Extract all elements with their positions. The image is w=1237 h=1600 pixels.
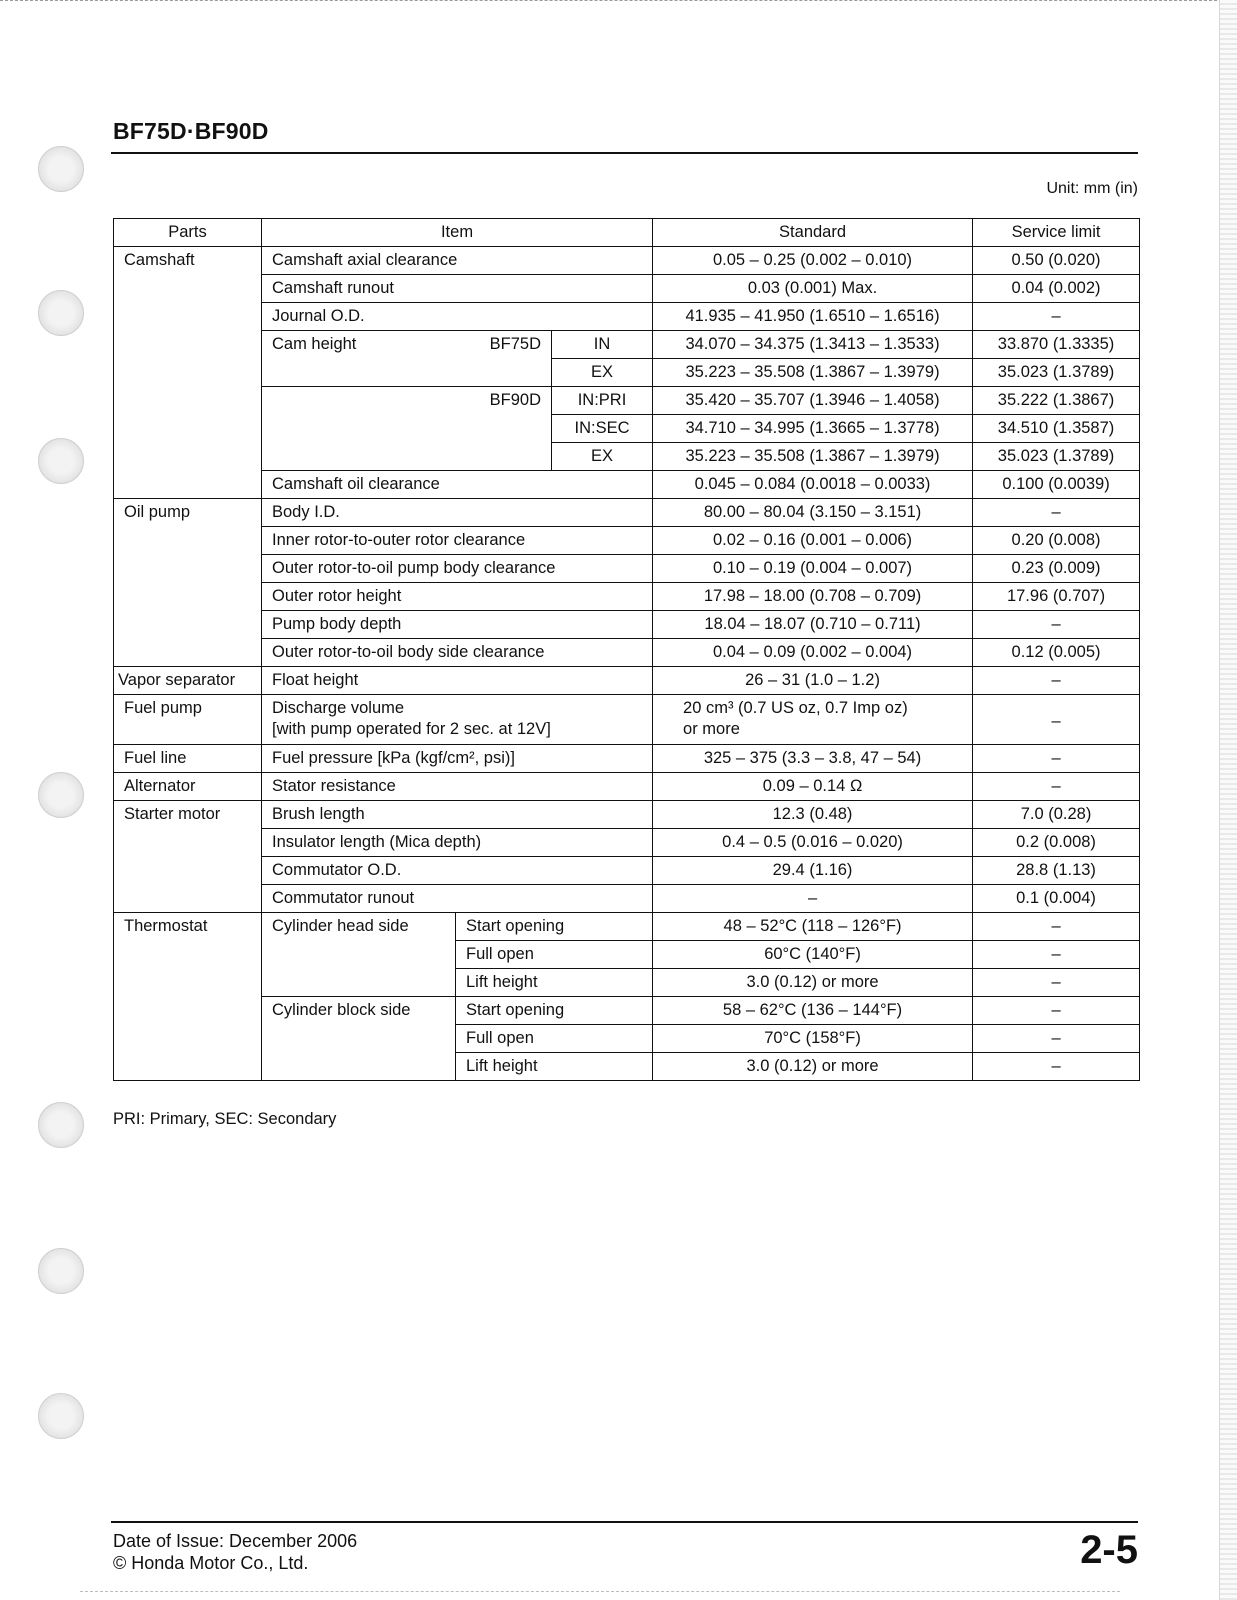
limit-cell: 0.100 (0.0039) xyxy=(973,471,1140,499)
standard-cell: 80.00 – 80.04 (3.150 – 3.151) xyxy=(653,499,973,527)
abbreviation-footnote: PRI: Primary, SEC: Secondary xyxy=(113,1110,337,1128)
standard-cell: 70°C (158°F) xyxy=(653,1025,973,1053)
header-standard: Standard xyxy=(653,219,973,247)
limit-cell: 17.96 (0.707) xyxy=(973,583,1140,611)
limit-cell: – xyxy=(973,1025,1140,1053)
standard-cell: 35.420 – 35.707 (1.3946 – 1.4058) xyxy=(653,387,973,415)
header-parts: Parts xyxy=(114,219,262,247)
item-cell: Outer rotor height xyxy=(262,583,653,611)
table-row xyxy=(114,611,1140,639)
sub-item-cell: IN:PRI xyxy=(552,387,653,415)
limit-cell: 33.870 (1.3335) xyxy=(973,331,1140,359)
limit-cell: 0.50 (0.020) xyxy=(973,247,1140,275)
table-row xyxy=(114,745,1140,773)
sub-item-cell: IN xyxy=(552,331,653,359)
table-row xyxy=(114,359,1140,387)
item-cell: Camshaft axial clearance xyxy=(262,247,653,275)
standard-cell: 34.710 – 34.995 (1.3665 – 1.3778) xyxy=(653,415,973,443)
item-cell: Camshaft oil clearance xyxy=(262,471,653,499)
table-row xyxy=(114,667,1140,695)
binder-hole-icon xyxy=(38,1393,84,1439)
item-cell: Journal O.D. xyxy=(262,303,653,331)
limit-cell: – xyxy=(973,997,1140,1025)
standard-cell: 0.09 – 0.14 Ω xyxy=(653,773,973,801)
sub-item-cell: Full open xyxy=(456,1025,653,1053)
standard-cell: 0.02 – 0.16 (0.001 – 0.006) xyxy=(653,527,973,555)
item-cell: Outer rotor-to-oil body side clearance xyxy=(262,639,653,667)
limit-cell: 35.222 (1.3867) xyxy=(973,387,1140,415)
table-header-row xyxy=(114,219,1140,247)
standard-cell: 0.04 – 0.09 (0.002 – 0.004) xyxy=(653,639,973,667)
table-row xyxy=(114,471,1140,499)
binder-hole-icon xyxy=(38,772,84,818)
table-row xyxy=(114,275,1140,303)
standard-cell: 3.0 (0.12) or more xyxy=(653,1053,973,1081)
standard-cell: 0.045 – 0.084 (0.0018 – 0.0033) xyxy=(653,471,973,499)
limit-cell: – xyxy=(973,499,1140,527)
scan-top-edge xyxy=(0,0,1237,4)
part-starter-motor: Starter motor xyxy=(114,801,262,913)
item-cell: Commutator O.D. xyxy=(262,857,653,885)
sub-item-cell: EX xyxy=(552,359,653,387)
model-cell-empty xyxy=(456,359,552,387)
standard-cell: 0.10 – 0.19 (0.004 – 0.007) xyxy=(653,555,973,583)
table-row xyxy=(114,695,1140,745)
standard-cell: 12.3 (0.48) xyxy=(653,801,973,829)
item-cell: Stator resistance xyxy=(262,773,653,801)
header-service-limit: Service limit xyxy=(973,219,1140,247)
table-row xyxy=(114,857,1140,885)
standard-line: 20 cm³ (0.7 US oz, 0.7 Imp oz) xyxy=(683,699,908,717)
standard-cell: 60°C (140°F) xyxy=(653,941,973,969)
limit-cell: – xyxy=(973,969,1140,997)
standard-cell: 29.4 (1.16) xyxy=(653,857,973,885)
table-row xyxy=(114,303,1140,331)
table-row xyxy=(114,639,1140,667)
unit-note: Unit: mm (in) xyxy=(1046,180,1138,197)
standard-cell: 18.04 – 18.07 (0.710 – 0.711) xyxy=(653,611,973,639)
standard-cell: 58 – 62°C (136 – 144°F) xyxy=(653,997,973,1025)
page-number: 2-5 xyxy=(1080,1528,1138,1572)
sub-item-cell: EX xyxy=(552,443,653,471)
item-cell: Fuel pressure [kPa (kgf/cm², psi)] xyxy=(262,745,653,773)
item-cell: Brush length xyxy=(262,801,653,829)
standard-cell: 325 – 375 (3.3 – 3.8, 47 – 54) xyxy=(653,745,973,773)
binder-hole-icon xyxy=(38,438,84,484)
part-vapor-separator: Vapor separator xyxy=(114,667,262,695)
limit-cell: – xyxy=(973,941,1140,969)
part-fuel-line: Fuel line xyxy=(114,745,262,773)
standard-cell: 34.070 – 34.375 (1.3413 – 1.3533) xyxy=(653,331,973,359)
table-row xyxy=(114,555,1140,583)
limit-cell: 28.8 (1.13) xyxy=(973,857,1140,885)
standard-cell: 48 – 52°C (118 – 126°F) xyxy=(653,913,973,941)
item-cell: Outer rotor-to-oil pump body clearance xyxy=(262,555,653,583)
standard-cell: 41.935 – 41.950 (1.6510 – 1.6516) xyxy=(653,303,973,331)
part-fuel-pump: Fuel pump xyxy=(114,695,262,745)
table-row xyxy=(114,773,1140,801)
standard-cell: 35.223 – 35.508 (1.3867 – 1.3979) xyxy=(653,359,973,387)
item-cell-empty xyxy=(262,359,456,387)
limit-cell: – xyxy=(973,745,1140,773)
standard-cell: 0.05 – 0.25 (0.002 – 0.010) xyxy=(653,247,973,275)
issue-date: Date of Issue: December 2006 xyxy=(113,1531,358,1551)
standard-cell: 26 – 31 (1.0 – 1.2) xyxy=(653,667,973,695)
item-cell: Insulator length (Mica depth) xyxy=(262,829,653,857)
item-line: Discharge volume xyxy=(272,699,405,717)
table-row xyxy=(114,829,1140,857)
sub-item-cell: Full open xyxy=(456,941,653,969)
footer-divider xyxy=(111,1521,1138,1523)
limit-cell: 0.04 (0.002) xyxy=(973,275,1140,303)
sub-item-cell: Start opening xyxy=(456,913,653,941)
item-cell: Pump body depth xyxy=(262,611,653,639)
part-alternator: Alternator xyxy=(114,773,262,801)
table-row xyxy=(114,583,1140,611)
limit-cell: – xyxy=(973,611,1140,639)
standard-cell: 0.4 – 0.5 (0.016 – 0.020) xyxy=(653,829,973,857)
limit-cell: – xyxy=(973,1053,1140,1081)
standard-cell: 35.223 – 35.508 (1.3867 – 1.3979) xyxy=(653,443,973,471)
limit-cell: – xyxy=(973,773,1140,801)
table-row xyxy=(114,527,1140,555)
standard-line: or more xyxy=(683,720,740,738)
header-item: Item xyxy=(262,219,653,247)
limit-cell: – xyxy=(973,667,1140,695)
item-line: [with pump operated for 2 sec. at 12V] xyxy=(272,720,551,738)
item-cell-cam-height: Cam height xyxy=(262,331,456,359)
limit-cell: 7.0 (0.28) xyxy=(973,801,1140,829)
limit-cell: 35.023 (1.3789) xyxy=(973,443,1140,471)
item-cell: Cylinder head side xyxy=(262,913,456,997)
table-row xyxy=(114,885,1140,913)
scan-right-edge xyxy=(1219,0,1237,1600)
part-thermostat: Thermostat xyxy=(114,913,262,1081)
item-cell: Commutator runout xyxy=(262,885,653,913)
limit-cell: 0.2 (0.008) xyxy=(973,829,1140,857)
item-cell: Body I.D. xyxy=(262,499,653,527)
item-cell xyxy=(262,695,653,745)
sub-item-cell: Start opening xyxy=(456,997,653,1025)
table-row xyxy=(114,247,1140,275)
limit-cell: – xyxy=(973,695,1140,745)
table-row xyxy=(114,997,1140,1025)
table-row xyxy=(114,331,1140,359)
limit-cell: 0.23 (0.009) xyxy=(973,555,1140,583)
sub-item-cell: Lift height xyxy=(456,969,653,997)
limit-cell: 34.510 (1.3587) xyxy=(973,415,1140,443)
binder-hole-icon xyxy=(38,146,84,192)
limit-cell: 0.1 (0.004) xyxy=(973,885,1140,913)
limit-cell: – xyxy=(973,913,1140,941)
page-title: BF75D·BF90D xyxy=(113,118,269,144)
limit-cell: 0.20 (0.008) xyxy=(973,527,1140,555)
table-row xyxy=(114,913,1140,941)
title-divider xyxy=(111,152,1138,154)
item-cell: Float height xyxy=(262,667,653,695)
scan-bottom-edge xyxy=(80,1591,1120,1595)
binder-hole-icon xyxy=(38,1248,84,1294)
footer-info xyxy=(113,1530,357,1574)
standard-cell: 0.03 (0.001) Max. xyxy=(653,275,973,303)
binder-hole-icon xyxy=(38,290,84,336)
table-row xyxy=(114,499,1140,527)
table-row xyxy=(114,801,1140,829)
model-cell: BF75D xyxy=(456,331,552,359)
item-cell: Cylinder block side xyxy=(262,997,456,1081)
limit-cell: 0.12 (0.005) xyxy=(973,639,1140,667)
copyright: © Honda Motor Co., Ltd. xyxy=(113,1553,309,1573)
item-cell: Camshaft runout xyxy=(262,275,653,303)
table-row xyxy=(114,387,1140,415)
sub-item-cell: IN:SEC xyxy=(552,415,653,443)
binder-hole-icon xyxy=(38,1102,84,1148)
limit-cell: 35.023 (1.3789) xyxy=(973,359,1140,387)
item-cell: Inner rotor-to-outer rotor clearance xyxy=(262,527,653,555)
standard-cell: – xyxy=(653,885,973,913)
limit-cell: – xyxy=(973,303,1140,331)
model-cell: BF90D xyxy=(262,387,552,471)
specification-table xyxy=(113,218,1140,1081)
part-oil-pump: Oil pump xyxy=(114,499,262,667)
standard-cell: 3.0 (0.12) or more xyxy=(653,969,973,997)
standard-cell xyxy=(653,695,973,745)
part-camshaft: Camshaft xyxy=(114,247,262,499)
standard-cell: 17.98 – 18.00 (0.708 – 0.709) xyxy=(653,583,973,611)
sub-item-cell: Lift height xyxy=(456,1053,653,1081)
